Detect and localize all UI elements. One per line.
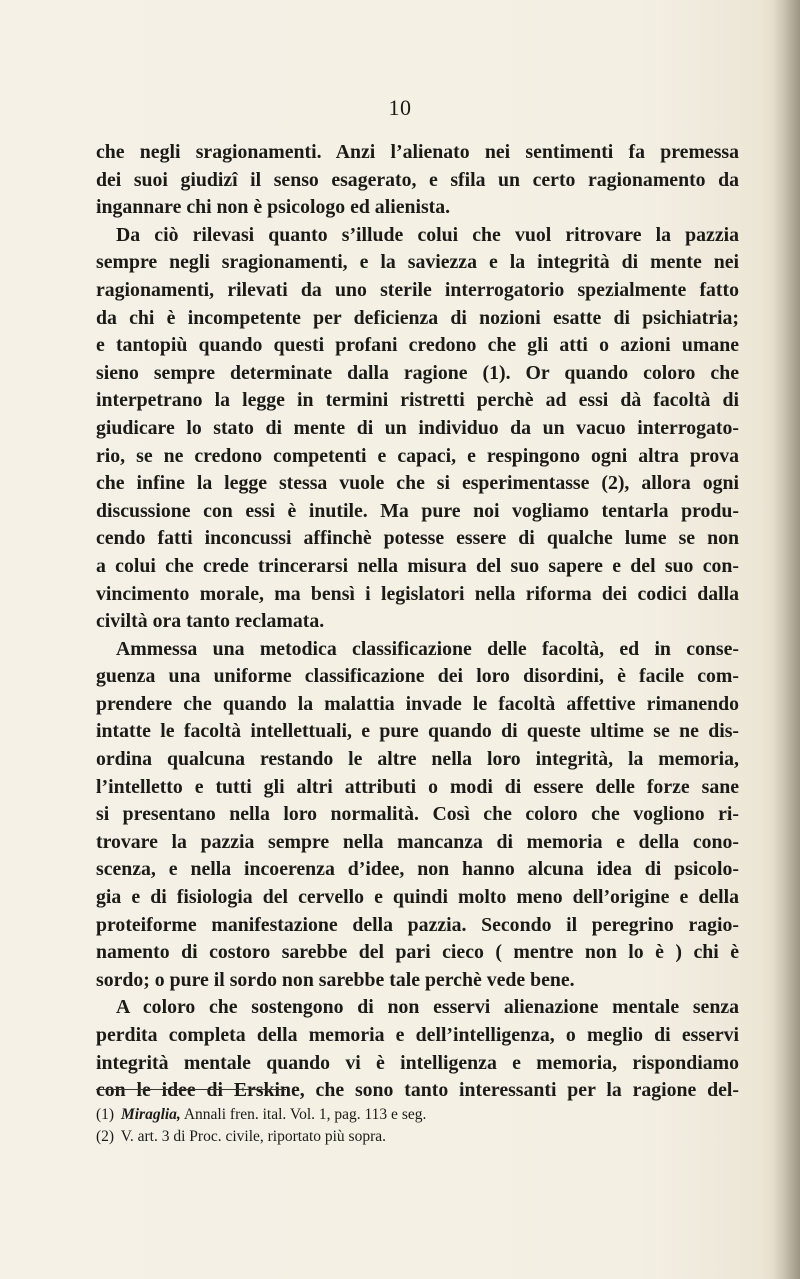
text-line: Ammessa una metodica classificazione delle facoltà, ed in conse- bbox=[116, 637, 739, 660]
text-line: ingannare chi non è psicologo ed alienista. bbox=[96, 196, 451, 219]
text-line: intatte le facoltà intellettuali, e pure quando di queste ultime se ne dis- bbox=[96, 720, 739, 743]
text-line: namento di costoro sarebbe del pari cieco ( mentre non lo è ) chi è bbox=[96, 941, 739, 964]
text-line: Da ciò rilevasi quanto s’illude colui che vuol ritrovare la pazzia bbox=[116, 223, 739, 246]
footnote-2 bbox=[96, 1126, 739, 1148]
footnote-author: Miraglia, bbox=[120, 1106, 181, 1123]
text-line: ordina qualcuna restando le altre nella loro integrità, la memoria, bbox=[96, 748, 739, 771]
text-line: l’intelletto e tutti gli altri attributi o modi di essere delle forze sane bbox=[96, 775, 739, 798]
text-line: ragionamenti, rilevati da uno sterile interrogatorio spezialmente fatto bbox=[96, 278, 739, 301]
text-line: trovare la pazzia sempre nella mancanza di memoria e della cono- bbox=[96, 830, 739, 853]
text-line: sieno sempre determinate dalla ragione (1). Or quando coloro che bbox=[96, 361, 739, 384]
text-line: sempre negli sragionamenti, e la saviezza e la integrità di mente nei bbox=[96, 251, 739, 274]
text-line: che infine la legge stessa vuole che si esperimentasse (2), allora ogni bbox=[96, 472, 739, 495]
text-line: vincimento morale, ma bensì i legislatori nella riforma dei codici dalla bbox=[96, 582, 739, 605]
paragraph bbox=[96, 636, 739, 995]
text-line: prendere che quando la malattia invade le facoltà affettive rimanendo bbox=[96, 692, 739, 715]
text-line: perdita completa della memoria e dell’intelligenza, o meglio di esservi bbox=[96, 1024, 739, 1046]
footnotes bbox=[96, 1104, 739, 1148]
text-line: proteiforme manifestazione della pazzia. Secondo il peregrino ragio- bbox=[96, 913, 739, 936]
footnote-marker: (2) bbox=[96, 1128, 115, 1145]
text-line: guenza una uniforme classificazione dei loro disordini, è facile com- bbox=[96, 665, 739, 688]
text-line: discussione con essi è inutile. Ma pure noi vogliamo tentarla produ- bbox=[96, 499, 739, 522]
text-line: gia e di fisiologia del cervello e quindi molto meno dell’origine e della bbox=[96, 886, 739, 909]
body-text bbox=[96, 139, 739, 1105]
text-line: sordo; o pure il sordo non sarebbe tale perchè vede bene. bbox=[96, 968, 575, 991]
text-line: con le idee di Erskine, che sono tanto interessanti per la ragione del- bbox=[96, 1079, 739, 1102]
text-line: civiltà ora tanto reclamata. bbox=[96, 610, 325, 633]
text-line: interpetrano la legge in termini ristretti perchè ad essi dà facoltà di bbox=[96, 389, 739, 412]
text-line: A coloro che sostengono di non esservi alienazione mentale senza bbox=[116, 996, 739, 1019]
text-line: a colui che crede trincerarsi nella misura del suo sapere e del suo con- bbox=[96, 554, 739, 577]
text-line: dei suoi giudizî il senso esagerato, e sfila un certo ragionamento da bbox=[96, 168, 739, 191]
footnote-text: V. art. 3 di Proc. civile, riportato più sopra. bbox=[120, 1128, 387, 1145]
text-line: cendo fatti inconcussi affinchè potesse essere di qualche lume se non bbox=[96, 527, 739, 550]
footnote-marker: (1) bbox=[96, 1106, 115, 1123]
paragraph bbox=[96, 139, 739, 222]
text-line: integrità mentale quando vi è intelligenza e memoria, rispondiamo bbox=[96, 1051, 739, 1074]
text-line: rio, se ne credono competenti e capaci, e respingono ogni altra prova bbox=[96, 444, 739, 467]
footnote-1 bbox=[96, 1104, 739, 1126]
text-line: e tantopiù quando questi profani credono che gli atti o azioni umane bbox=[96, 334, 739, 357]
page-number: 10 bbox=[388, 95, 412, 120]
text-line: da chi è incompetente per deficienza di nozioni esatte di psichiatria; bbox=[96, 306, 739, 329]
paragraph bbox=[96, 222, 739, 636]
text-line: che negli sragionamenti. Anzi l’alienato nei sentimenti fa premessa bbox=[96, 141, 739, 163]
text-line: giudicare lo stato di mente di un individuo da un vacuo interrogato- bbox=[96, 416, 739, 439]
page-edge-shadow bbox=[772, 0, 800, 1279]
text-line: si presentano nella loro normalità. Così che coloro che vogliono ri- bbox=[96, 803, 739, 826]
footnote-separator bbox=[96, 1089, 286, 1090]
footnote-text: Annali fren. ital. Vol. 1, pag. 113 e seg. bbox=[183, 1106, 427, 1123]
text-line: scenza, e nella incoerenza d’idee, non hanno alcuna idea di psicolo- bbox=[96, 858, 739, 881]
